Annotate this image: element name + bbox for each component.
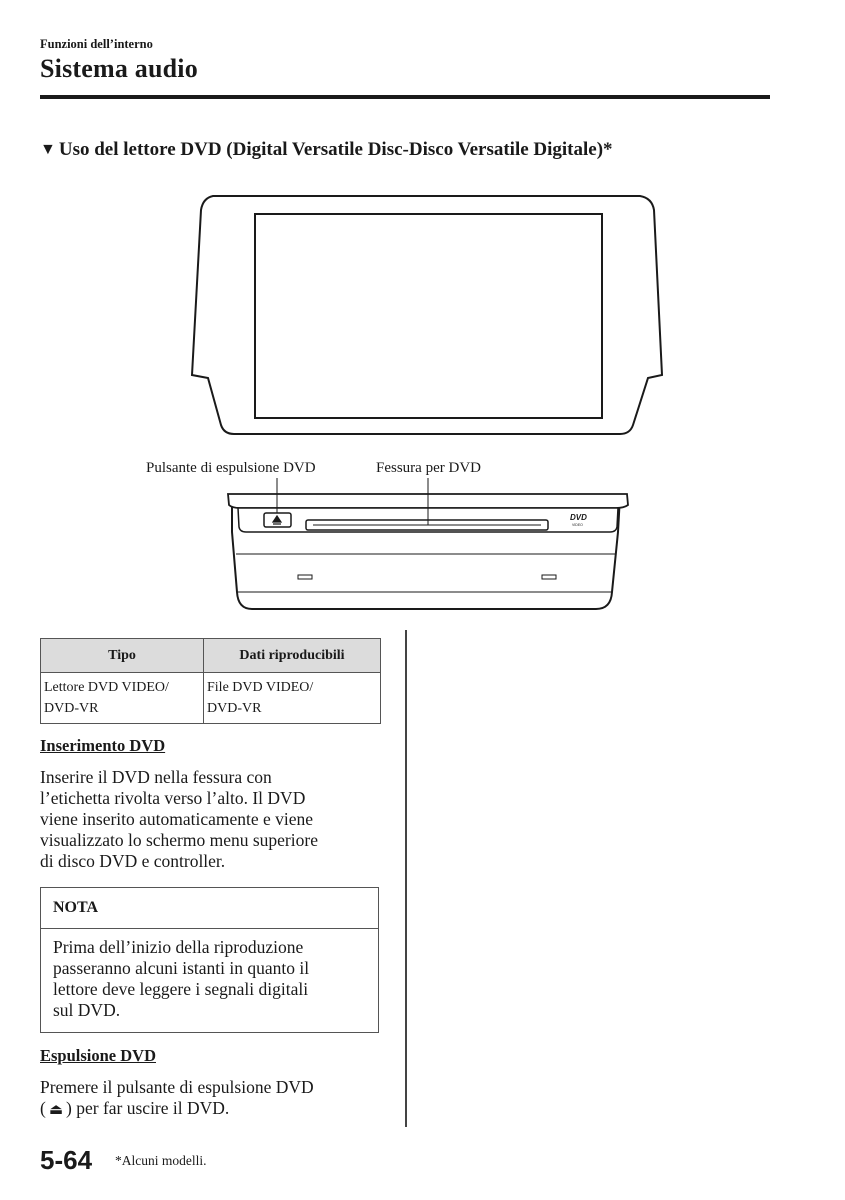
vent-right (542, 575, 556, 579)
eject-text: Premere il pulsante di espulsione DVD ( ⏏ ) per far uscire il DVD. (40, 1077, 314, 1118)
table-header-data: Dati riproducibili (204, 639, 381, 673)
insert-text: Inserire il DVD nella fessura con l’etichetta rivolta verso l’alto. Il DVD viene inserito automaticamente e viene visualizzato lo schermo menu superiore di disco DVD e controller. (40, 767, 318, 871)
dvd-logo: DVD (570, 513, 587, 522)
title-rule (40, 95, 770, 99)
slot-label: Fessura per DVD (376, 460, 481, 476)
cell-type-line1: Lettore DVD VIDEO/ (44, 680, 169, 695)
page-number: 5-64 (40, 1145, 93, 1175)
column-divider (405, 630, 407, 1127)
table-cell-data (204, 673, 381, 724)
eject-button-label: Pulsante di espulsione DVD (146, 460, 316, 476)
eject-heading: Espulsione DVD (40, 1046, 156, 1065)
subsection-heading (40, 139, 613, 161)
dvd-logo-sub: VIDEO (572, 523, 583, 527)
note-heading: NOTA (41, 888, 378, 929)
vent-left (298, 575, 312, 579)
insert-heading: Inserimento DVD (40, 736, 166, 755)
note-text: Prima dell’inizio della riproduzione passeranno alcuni istanti in quanto il lettore deve leggere i segnali digitali sul DVD. (53, 937, 310, 1020)
footnote: *Alcuni modelli. (115, 1153, 207, 1168)
eject-icon: ⏏ (48, 1102, 64, 1118)
playable-formats-table (40, 638, 381, 724)
dvd-unit-illustration (0, 180, 845, 620)
table-header-type: Tipo (41, 639, 204, 673)
cell-data-line1: File DVD VIDEO/ (207, 680, 314, 695)
section-label: Funzioni dell’interno (40, 37, 153, 51)
table-row (41, 673, 381, 724)
display-screen (255, 214, 602, 418)
triangle-marker: ▼ (40, 141, 56, 158)
cell-type-line2: DVD-VR (44, 701, 99, 716)
page-title: Sistema audio (40, 54, 198, 83)
note-box (40, 887, 379, 1033)
table-cell-type (41, 673, 204, 724)
subsection-title: Uso del lettore DVD (Digital Versatile Disc-Disco Versatile Digitale)* (58, 139, 613, 160)
cell-data-line2: DVD-VR (207, 701, 262, 716)
